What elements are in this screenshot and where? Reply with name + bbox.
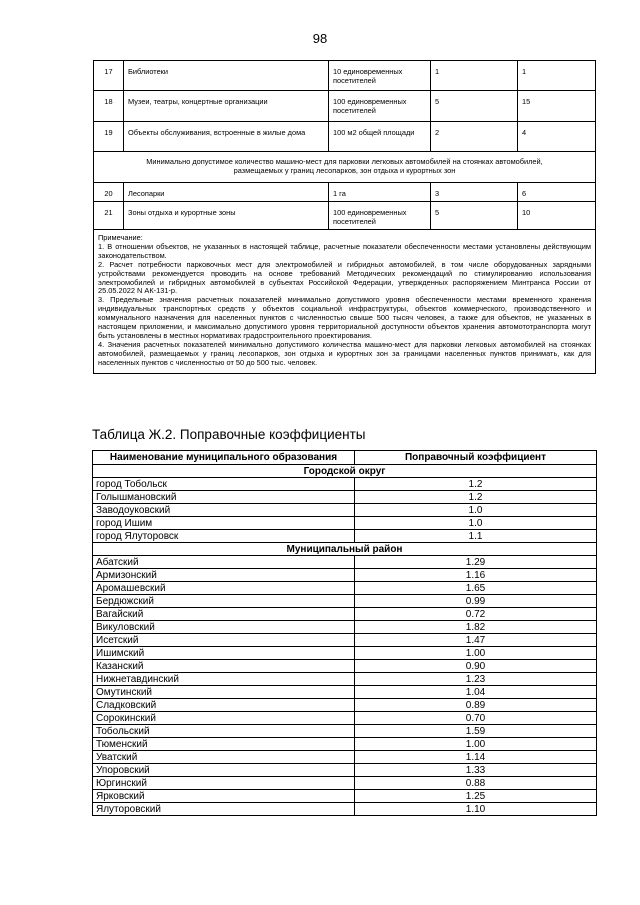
- header-name: Наименование муниципального образования: [93, 451, 355, 465]
- value-cell: 1: [518, 61, 596, 91]
- table-row: [94, 122, 596, 152]
- row-number: 19: [94, 122, 124, 152]
- coefficient-value: 1.33: [355, 764, 597, 777]
- table-row: [93, 673, 597, 686]
- min-value: 2: [431, 122, 518, 152]
- header-coefficient: Поправочный коэффициент: [355, 451, 597, 465]
- table-row: [93, 556, 597, 569]
- note-row: [94, 230, 596, 374]
- municipality-name: Ярковский: [93, 790, 355, 803]
- table-row: [94, 61, 596, 91]
- note-title: Примечание:: [98, 233, 143, 242]
- unit-cell: 100 единовременных посетителей: [329, 202, 431, 230]
- coefficient-value: 1.65: [355, 582, 597, 595]
- note-item-4: 4. Значения расчетных показателей минимально допустимого количества машино-мест для парковки легковых автомобилей на стоянках автомобилей, размещаемых у границ лесопарков, зон отдыха и курортных зон за границами населенных пунктов принимать, как для населенных пунктов с численностью от 50 до 500 тыс. человек.: [98, 339, 591, 367]
- min-value: 5: [431, 91, 518, 122]
- coefficient-value: 0.72: [355, 608, 597, 621]
- table-row: [93, 569, 597, 582]
- group-title: Городской округ: [93, 465, 597, 478]
- municipality-name: Заводоуковский: [93, 504, 355, 517]
- table-row: [93, 491, 597, 504]
- note-item-2: 2. Расчет потребности парковочных мест для электромобилей и гибридных автомобилей, в том числе оборудованных зарядными устройствами рекомендуется проводить на основе требований Методических рекомендаций по стимулированию использования электромобилей и гибридных автомобилей в субъектах Российской Федерации, утвержденных распоряжением Минтранса России от 25.05.2022 N АК-131-р.: [98, 259, 591, 296]
- row-number: 17: [94, 61, 124, 91]
- table-row: [93, 621, 597, 634]
- coefficient-value: 1.25: [355, 790, 597, 803]
- municipality-name: Тобольский: [93, 725, 355, 738]
- table-row: [93, 647, 597, 660]
- group-row: [93, 543, 597, 556]
- municipality-name: Юргинский: [93, 777, 355, 790]
- table-row: [93, 478, 597, 491]
- municipality-name: Нижнетавдинский: [93, 673, 355, 686]
- object-name: Зоны отдыха и курортные зоны: [124, 202, 329, 230]
- unit-cell: 100 единовременных посетителей: [329, 91, 431, 122]
- unit-cell: 1 га: [329, 183, 431, 202]
- table-row: [93, 803, 597, 816]
- municipality-name: Сладковский: [93, 699, 355, 712]
- coefficient-value: 1.00: [355, 738, 597, 751]
- note-item-3: 3. Предельные значения расчетных показателей минимально допустимого уровня обеспеченности местами временного хранения индивидуальных транспортных средств у объектов социальной инфраструктуры, объектов коммерческого, производственного и коммунального назначения для населенных пунктов с численностью свыше 500 тысяч человек, а также для объектов, не указанных в настоящем приложении, и максимально допустимого уровня территориальной доступности объектов хранения автомототранспорта могут быть установлены в местных нормативах градостроительного проектирования.: [98, 295, 591, 340]
- table-row: [93, 777, 597, 790]
- row-number: 18: [94, 91, 124, 122]
- municipality-name: Аромашевский: [93, 582, 355, 595]
- coefficient-value: 1.0: [355, 517, 597, 530]
- table-row: [93, 751, 597, 764]
- coefficient-value: 1.00: [355, 647, 597, 660]
- municipality-name: Абатский: [93, 556, 355, 569]
- parking-norms-table: [93, 60, 596, 374]
- table-row: [93, 517, 597, 530]
- object-name: Лесопарки: [124, 183, 329, 202]
- min-value: 5: [431, 202, 518, 230]
- municipality-name: город Ялуторовск: [93, 530, 355, 543]
- coefficient-value: 1.2: [355, 491, 597, 504]
- coefficient-value: 1.10: [355, 803, 597, 816]
- value-cell: 4: [518, 122, 596, 152]
- object-name: Музеи, театры, концертные организации: [124, 91, 329, 122]
- object-name: Библиотеки: [124, 61, 329, 91]
- municipality-name: Викуловский: [93, 621, 355, 634]
- coefficient-value: 1.1: [355, 530, 597, 543]
- municipality-name: Тюменский: [93, 738, 355, 751]
- section-row: [94, 152, 596, 183]
- municipality-name: город Тобольск: [93, 478, 355, 491]
- municipality-name: Упоровский: [93, 764, 355, 777]
- table-row: [93, 764, 597, 777]
- min-value: 3: [431, 183, 518, 202]
- municipality-name: Сорокинский: [93, 712, 355, 725]
- row-number: 21: [94, 202, 124, 230]
- municipality-name: Вагайский: [93, 608, 355, 621]
- table-row: [93, 504, 597, 517]
- row-number: 20: [94, 183, 124, 202]
- page-number: 98: [312, 31, 328, 46]
- table-row: [93, 699, 597, 712]
- table-row: [94, 183, 596, 202]
- table-caption: Таблица Ж.2. Поправочные коэффициенты: [92, 427, 366, 442]
- table-row: [93, 608, 597, 621]
- group-title: Муниципальный район: [93, 543, 597, 556]
- coefficient-value: 1.0: [355, 504, 597, 517]
- table-row: [93, 686, 597, 699]
- coefficient-value: 1.23: [355, 673, 597, 686]
- group-row: [93, 465, 597, 478]
- table-row: [93, 790, 597, 803]
- correction-coefficients-table: [92, 450, 597, 816]
- header-row: [93, 451, 597, 465]
- coefficient-value: 0.88: [355, 777, 597, 790]
- coefficient-value: 1.04: [355, 686, 597, 699]
- coefficient-value: 0.99: [355, 595, 597, 608]
- coefficient-value: 0.89: [355, 699, 597, 712]
- coefficient-value: 1.16: [355, 569, 597, 582]
- table-row: [93, 595, 597, 608]
- municipality-name: Омутинский: [93, 686, 355, 699]
- table-row: [93, 530, 597, 543]
- municipality-name: Бердюжский: [93, 595, 355, 608]
- municipality-name: город Ишим: [93, 517, 355, 530]
- value-cell: 15: [518, 91, 596, 122]
- coefficient-value: 0.90: [355, 660, 597, 673]
- table-row: [93, 712, 597, 725]
- unit-cell: 100 м2 общей площади: [329, 122, 431, 152]
- value-cell: 6: [518, 183, 596, 202]
- table-row: [93, 660, 597, 673]
- coefficient-value: 1.82: [355, 621, 597, 634]
- value-cell: 10: [518, 202, 596, 230]
- table-row: [94, 91, 596, 122]
- municipality-name: Уватский: [93, 751, 355, 764]
- table-row: [93, 738, 597, 751]
- table-row: [93, 582, 597, 595]
- unit-cell: 10 единовременных посетителей: [329, 61, 431, 91]
- municipality-name: Исетский: [93, 634, 355, 647]
- table-row: [93, 634, 597, 647]
- section-text: Минимально допустимое количество машино-мест для парковки легковых автомобилей на стоянках автомобилей, размещаемых у границ лесопарков, зон отдыха и курортных зон: [94, 152, 596, 183]
- coefficient-value: 1.47: [355, 634, 597, 647]
- note-item-1: 1. В отношении объектов, не указанных в настоящей таблице, расчетные показатели обеспеченности местами установлены действующим законодательством.: [98, 241, 591, 260]
- coefficient-value: 0.70: [355, 712, 597, 725]
- note-cell: [94, 230, 596, 374]
- coefficient-value: 1.59: [355, 725, 597, 738]
- municipality-name: Голышмановский: [93, 491, 355, 504]
- municipality-name: Ялуторовский: [93, 803, 355, 816]
- coefficient-value: 1.14: [355, 751, 597, 764]
- municipality-name: Казанский: [93, 660, 355, 673]
- table-row: [94, 202, 596, 230]
- coefficient-value: 1.29: [355, 556, 597, 569]
- municipality-name: Ишимский: [93, 647, 355, 660]
- object-name: Объекты обслуживания, встроенные в жилые дома: [124, 122, 329, 152]
- min-value: 1: [431, 61, 518, 91]
- table-row: [93, 725, 597, 738]
- municipality-name: Армизонский: [93, 569, 355, 582]
- coefficient-value: 1.2: [355, 478, 597, 491]
